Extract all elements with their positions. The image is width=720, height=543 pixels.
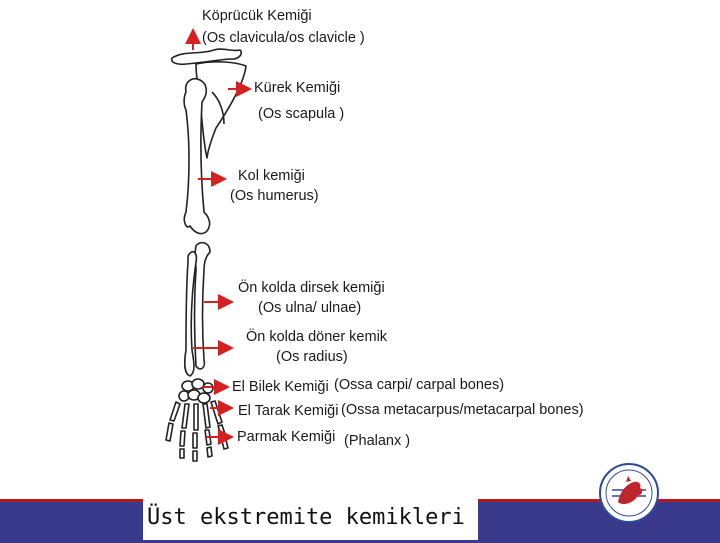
humerus-label-tr: Kol kemiği [238, 168, 305, 184]
carpal-label-lat: (Ossa carpi/ carpal bones) [334, 377, 505, 393]
scapula-label-tr: Kürek Kemiği [254, 80, 341, 96]
metacarpal-label-tr: El Tarak Kemiği [238, 403, 339, 419]
radius-label-lat: (Os radius) [276, 349, 348, 365]
ulna-label-tr: Ön kolda dirsek kemiği [238, 280, 385, 296]
metacarpal-bones [170, 401, 222, 430]
metacarpal-label-lat: (Ossa metacarpus/metacarpal bones) [341, 402, 584, 418]
humerus-label-lat: (Os humerus) [230, 188, 319, 204]
radius-label-tr: Ön kolda döner kemik [246, 329, 388, 345]
ulna-label-lat: (Os ulna/ ulnae) [258, 300, 362, 316]
scapula-label-lat: (Os scapula ) [258, 106, 345, 122]
clavicle-label-lat: (Os clavicula/os clavicle ) [202, 30, 365, 46]
phalanx-label-tr: Parmak Kemiği [237, 429, 336, 445]
carpal-bones [179, 379, 213, 403]
slide-title: Üst ekstremite kemikleri [143, 499, 478, 540]
scapula-bone [196, 62, 246, 158]
clavicle-label-tr: Köprücük Kemiği [202, 8, 312, 24]
phalanx-label-lat: (Phalanx ) [344, 433, 411, 449]
university-logo-icon [598, 462, 660, 524]
carpal-label-tr: El Bilek Kemiği [232, 379, 329, 395]
